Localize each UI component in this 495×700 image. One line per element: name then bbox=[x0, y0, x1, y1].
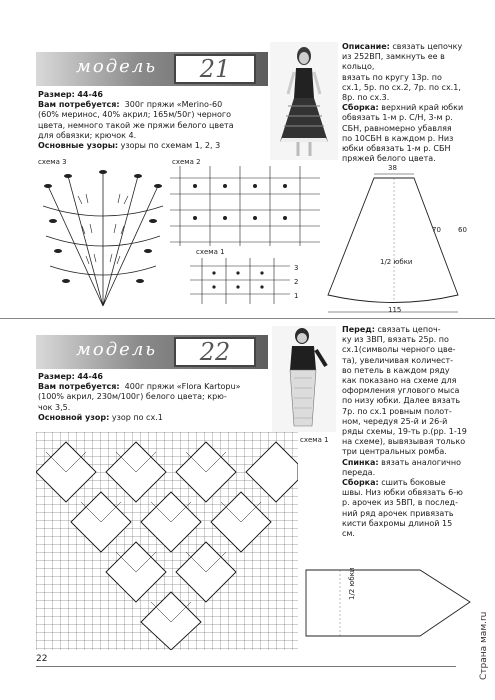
model-22-banner bbox=[36, 335, 268, 369]
mesh-chart-22 bbox=[36, 432, 298, 650]
skirt-shape-21 bbox=[318, 170, 468, 318]
half-skirt-label-21: 1/2 юбки bbox=[380, 258, 413, 266]
dim-side: 70 bbox=[432, 226, 441, 234]
dim-bottom: 115 bbox=[388, 306, 402, 314]
dim-top: 38 bbox=[388, 164, 397, 172]
model-21-description: Описание: связать цепочку из 252ВП, замкнуть ее в кольцо, вязать по кругу 13р. по сх.1, 5р. по сх.2, 7р. по сх.1, 8р. по сх.3. Сборка: верхний край юбки обвязать 1-м р. С/Н, 3-м р. СБН, равномерно убавляя по 10СБН в каждом р. Низ юбки обвязать 1-м р. СБН пряжей белого цвета. bbox=[342, 42, 464, 164]
model-22-materials: Размер: 44-46 Вам потребуется: 400г пряжи «Flora Kartopu» (100% акрил, 230м/100г) белого цвета; крю- чок 3,5. Основной узор: узор по сх.1 bbox=[38, 372, 241, 422]
scheme-1-diagram bbox=[190, 258, 290, 304]
scheme-1-label: схема 1 bbox=[196, 248, 225, 256]
model-21-photo bbox=[270, 42, 338, 160]
watermark-text: Страна мам.ru bbox=[479, 611, 489, 680]
scheme-2-diagram bbox=[170, 166, 320, 246]
scheme-2-label: схема 2 bbox=[172, 158, 201, 166]
model-22-photo bbox=[272, 326, 336, 432]
scheme-3-label: схема 3 bbox=[38, 158, 67, 166]
row-number-2: 2 bbox=[294, 278, 299, 286]
model-21-materials: Размер: 44-46 Вам потребуется: 300г пряжи «Merino-60 (60% меринос, 40% акрил; 165м/50г) черного цвета, немного такой же пряжи белого цвета для обвязки; крючок 4. Основные узоры: узоры по схемам 1, 2, 3 bbox=[38, 90, 234, 151]
model-22-number: 22 bbox=[174, 337, 256, 367]
model-21-banner bbox=[36, 52, 268, 86]
model-22-description: Перед: связать цепоч- ку из 3ВП, вязать 25р. по сх.1(символы черного цве- та), увеличивая количест- во петель в каждом ряду как показано на схеме для оформления углового мыса по низу юбки. Далее вязать 7р. по сх.1 ровным полот- ном, чередуя 25-й и 26-й ряды схемы, 19-ть р.(рр. 1-19 на схеме), вывязывая только три центральных ромба. Спинка: вязать аналогично переда. Сборка: сшить боковые швы. Низ юбки обвязать 6-ю р. арочек из 5ВП, в послед- ний ряд арочек привязать кисти бахромы длиной 15 см. bbox=[342, 325, 467, 539]
section-divider bbox=[0, 318, 495, 319]
model-21-title: модель bbox=[76, 56, 158, 77]
row-number-3: 3 bbox=[294, 264, 299, 272]
scheme-1-label-22: схема 1 bbox=[300, 436, 329, 444]
footer-line bbox=[36, 666, 456, 667]
model-22-title: модель bbox=[76, 339, 158, 360]
dim-side-2: 60 bbox=[458, 226, 467, 234]
scheme-3-diagram bbox=[38, 166, 168, 312]
page-number: 22 bbox=[36, 654, 48, 664]
row-number-1: 1 bbox=[294, 292, 299, 300]
skirt-shape-22 bbox=[300, 560, 480, 644]
half-skirt-label-22: 1/2 юбки bbox=[348, 567, 356, 600]
model-21-number: 21 bbox=[174, 54, 256, 84]
